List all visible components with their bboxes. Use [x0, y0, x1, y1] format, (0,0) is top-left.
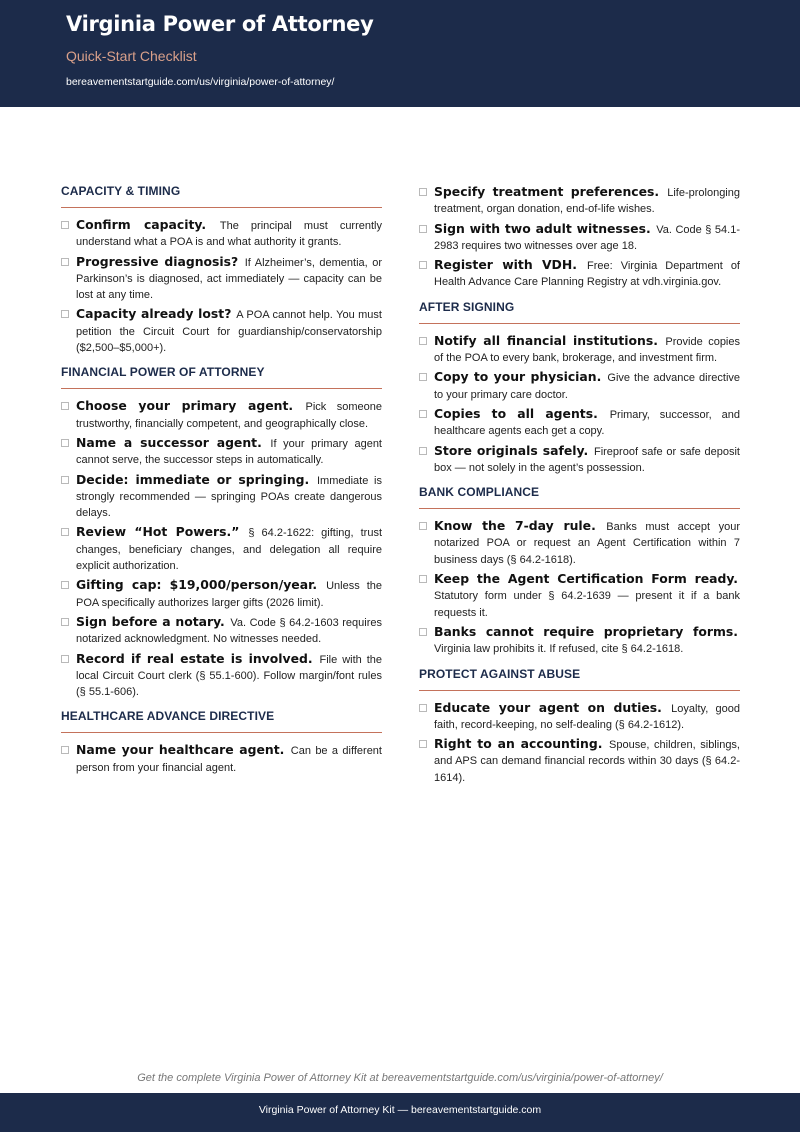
footer-text: Virginia Power of Attorney Kit — bereavementstartguide.com	[258, 1104, 542, 1116]
checkbox-icon[interactable]	[419, 337, 427, 345]
item-lead: Name a successor agent.	[76, 434, 262, 450]
checklist-item	[61, 651, 382, 701]
item-text: Provide copies of the POA to every bank, brokerage, and investment firm.	[434, 335, 740, 365]
checkbox-icon[interactable]	[419, 188, 427, 196]
checkbox-icon[interactable]	[61, 746, 69, 754]
checklist-item	[419, 571, 740, 621]
checklist-item	[419, 736, 740, 786]
checkbox-icon[interactable]	[419, 704, 427, 712]
item-lead: Know the 7-day rule.	[434, 518, 596, 534]
item-lead: Sign with two adult witnesses.	[434, 220, 651, 236]
checklist-item	[419, 369, 740, 403]
item-lead: Store originals safely.	[434, 442, 589, 458]
checkbox-icon[interactable]	[419, 261, 427, 269]
checkbox-icon[interactable]	[61, 476, 69, 484]
section-bank-compliance	[419, 485, 740, 657]
checklist-item	[419, 406, 740, 440]
item-text: A POA cannot help. You must petition the Circuit Court for guardianship/conservatorship ($2,500–$5,000+).	[76, 309, 382, 355]
checkbox-icon[interactable]	[61, 581, 69, 589]
checklist-item	[419, 624, 740, 658]
checklist-item	[419, 257, 740, 291]
item-text: Statutory form under § 64.2-1639 — present it if a bank requests it.	[434, 590, 740, 619]
page-footer	[0, 1093, 800, 1132]
item-lead: Register with VDH.	[434, 257, 577, 273]
checkbox-icon[interactable]	[61, 618, 69, 626]
checklist-item	[61, 524, 382, 574]
item-text: Va. Code § 64.2-1603 requires notarized acknowledgment. No witnesses needed.	[76, 616, 382, 646]
page-title: Virginia Power of Attorney	[66, 12, 374, 36]
checklist-item	[61, 435, 382, 469]
item-lead: Copies to all agents.	[434, 405, 598, 421]
checklist-item	[419, 221, 740, 255]
item-lead: Banks cannot require proprietary forms.	[434, 623, 738, 639]
item-text: If Alzheimer’s, dementia, or Parkinson’s is diagnosed, act immediately — capacity can be lost at any time.	[76, 256, 383, 302]
item-lead: Record if real estate is involved.	[76, 650, 313, 666]
item-lead: Specify treatment preferences.	[434, 184, 660, 199]
section-title: CAPACITY & TIMING	[61, 184, 382, 208]
page-header	[0, 0, 800, 107]
item-lead: Sign before a notary.	[76, 613, 225, 629]
section-after-signing	[419, 300, 740, 476]
checkbox-icon[interactable]	[61, 655, 69, 663]
checkbox-icon[interactable]	[419, 628, 427, 636]
item-lead: Notify all financial institutions.	[434, 332, 658, 348]
item-text: Life-prolonging treatment, organ donation, end-of-life wishes.	[434, 187, 740, 216]
item-lead: Keep the Agent Certification Form ready.	[434, 571, 738, 587]
footer-note: Get the complete Virginia Power of Attorney Kit at bereavementstartguide.com/us/virginia/power-of-attorney/	[137, 1072, 663, 1084]
section-continued	[419, 184, 740, 291]
item-text: The principal must currently understand what a POA is and what authority it grants.	[76, 220, 382, 249]
item-text: Can be a different person from your financial agent.	[76, 745, 382, 774]
section-healthcare-advance-directive	[61, 709, 382, 776]
item-lead: Choose your primary agent.	[76, 398, 294, 414]
item-text: § 64.2-1622: gifting, trust changes, beneficiary changes, and delegation all require explicit authorization.	[76, 527, 382, 573]
checklist-item	[419, 518, 740, 568]
item-lead: Copy to your physician.	[434, 369, 602, 385]
checklist-item	[61, 217, 382, 251]
checklist-item	[61, 472, 382, 522]
item-text: Free: Virginia Department of Health Advance Care Planning Registry at vdh.virginia.gov.	[434, 260, 740, 289]
item-text: Banks must accept your notarized POA or request an Agent Certification within 7 business days (§ 64.2-1618).	[434, 521, 740, 566]
item-text: If your primary agent cannot serve, the successor steps in automatically.	[76, 437, 382, 467]
right-column	[419, 184, 740, 795]
item-text: Spouse, children, siblings, and APS can demand financial records within 30 days (§ 64.2-1614).	[434, 739, 740, 784]
section-financial-power-of-attorney	[61, 365, 382, 700]
page-subtitle: Quick-Start Checklist	[66, 48, 197, 64]
checklist-item	[61, 306, 382, 356]
section-title: FINANCIAL POWER OF ATTORNEY	[61, 365, 382, 389]
item-lead: Decide: immediate or springing.	[76, 471, 310, 487]
header-url: bereavementstartguide.com/us/virginia/power-of-attorney/	[66, 76, 335, 88]
item-lead: Review “Hot Powers.”	[76, 524, 240, 540]
section-title: PROTECT AGAINST ABUSE	[419, 667, 740, 691]
item-lead: Capacity already lost?	[76, 306, 232, 322]
checkbox-icon[interactable]	[61, 221, 69, 229]
item-lead: Confirm capacity.	[76, 217, 207, 232]
section-protect-against-abuse	[419, 667, 740, 786]
checkbox-icon[interactable]	[419, 225, 427, 233]
section-title: HEALTHCARE ADVANCE DIRECTIVE	[61, 709, 382, 733]
checkbox-icon[interactable]	[61, 439, 69, 447]
item-lead: Right to an accounting.	[434, 736, 603, 752]
item-lead: Progressive diagnosis?	[76, 253, 239, 269]
section-capacity-timing	[61, 184, 382, 356]
item-text: Va. Code § 54.1-2983 requires two witnesses over age 18.	[434, 223, 740, 252]
checklist-item	[419, 184, 740, 218]
checkbox-icon[interactable]	[419, 575, 427, 583]
item-lead: Educate your agent on duties.	[434, 699, 662, 715]
checklist-item	[61, 614, 382, 648]
checkbox-icon[interactable]	[419, 447, 427, 455]
left-column	[61, 184, 382, 785]
item-text: Unless the POA specifically authorizes larger gifts (2026 limit).	[76, 580, 382, 609]
checklist-item	[419, 700, 740, 734]
checklist-item	[61, 398, 382, 432]
item-text: File with the local Circuit Court clerk (§ 55.1-600). Follow margin/font rules (§ 55.1-606).	[76, 653, 382, 699]
checkbox-icon[interactable]	[419, 522, 427, 530]
item-lead: Gifting cap: $19,000/person/year.	[76, 577, 318, 593]
checklist-item	[419, 333, 740, 367]
checkbox-icon[interactable]	[419, 740, 427, 748]
checklist-item	[61, 254, 382, 304]
item-lead: Name your healthcare agent.	[76, 742, 285, 758]
checkbox-icon[interactable]	[61, 310, 69, 318]
checkbox-icon[interactable]	[419, 373, 427, 381]
item-text: Immediate is strongly recommended — springing POAs create dangerous delays.	[76, 474, 382, 520]
item-text: Give the advance directive to your primary care doctor.	[434, 372, 741, 401]
section-title: AFTER SIGNING	[419, 300, 740, 324]
item-text: Pick someone trustworthy, financially competent, and geographically close.	[76, 401, 382, 430]
checkbox-icon[interactable]	[61, 402, 69, 410]
item-text: Loyalty, good faith, record-keeping, no self-dealing (§ 64.2-1612).	[434, 702, 740, 731]
checkbox-icon[interactable]	[419, 410, 427, 418]
checkbox-icon[interactable]	[61, 258, 69, 266]
item-text: Fireproof safe or safe deposit box — not solely in the agent’s possession.	[434, 445, 740, 474]
section-title: BANK COMPLIANCE	[419, 485, 740, 509]
checklist-item	[61, 742, 382, 776]
checkbox-icon[interactable]	[61, 528, 69, 536]
item-text: Virginia law prohibits it. If refused, cite § 64.2-1618.	[434, 643, 684, 656]
checklist-item	[61, 577, 382, 611]
checklist-item	[419, 443, 740, 477]
item-text: Primary, successor, and healthcare agents each get a copy.	[434, 408, 740, 438]
